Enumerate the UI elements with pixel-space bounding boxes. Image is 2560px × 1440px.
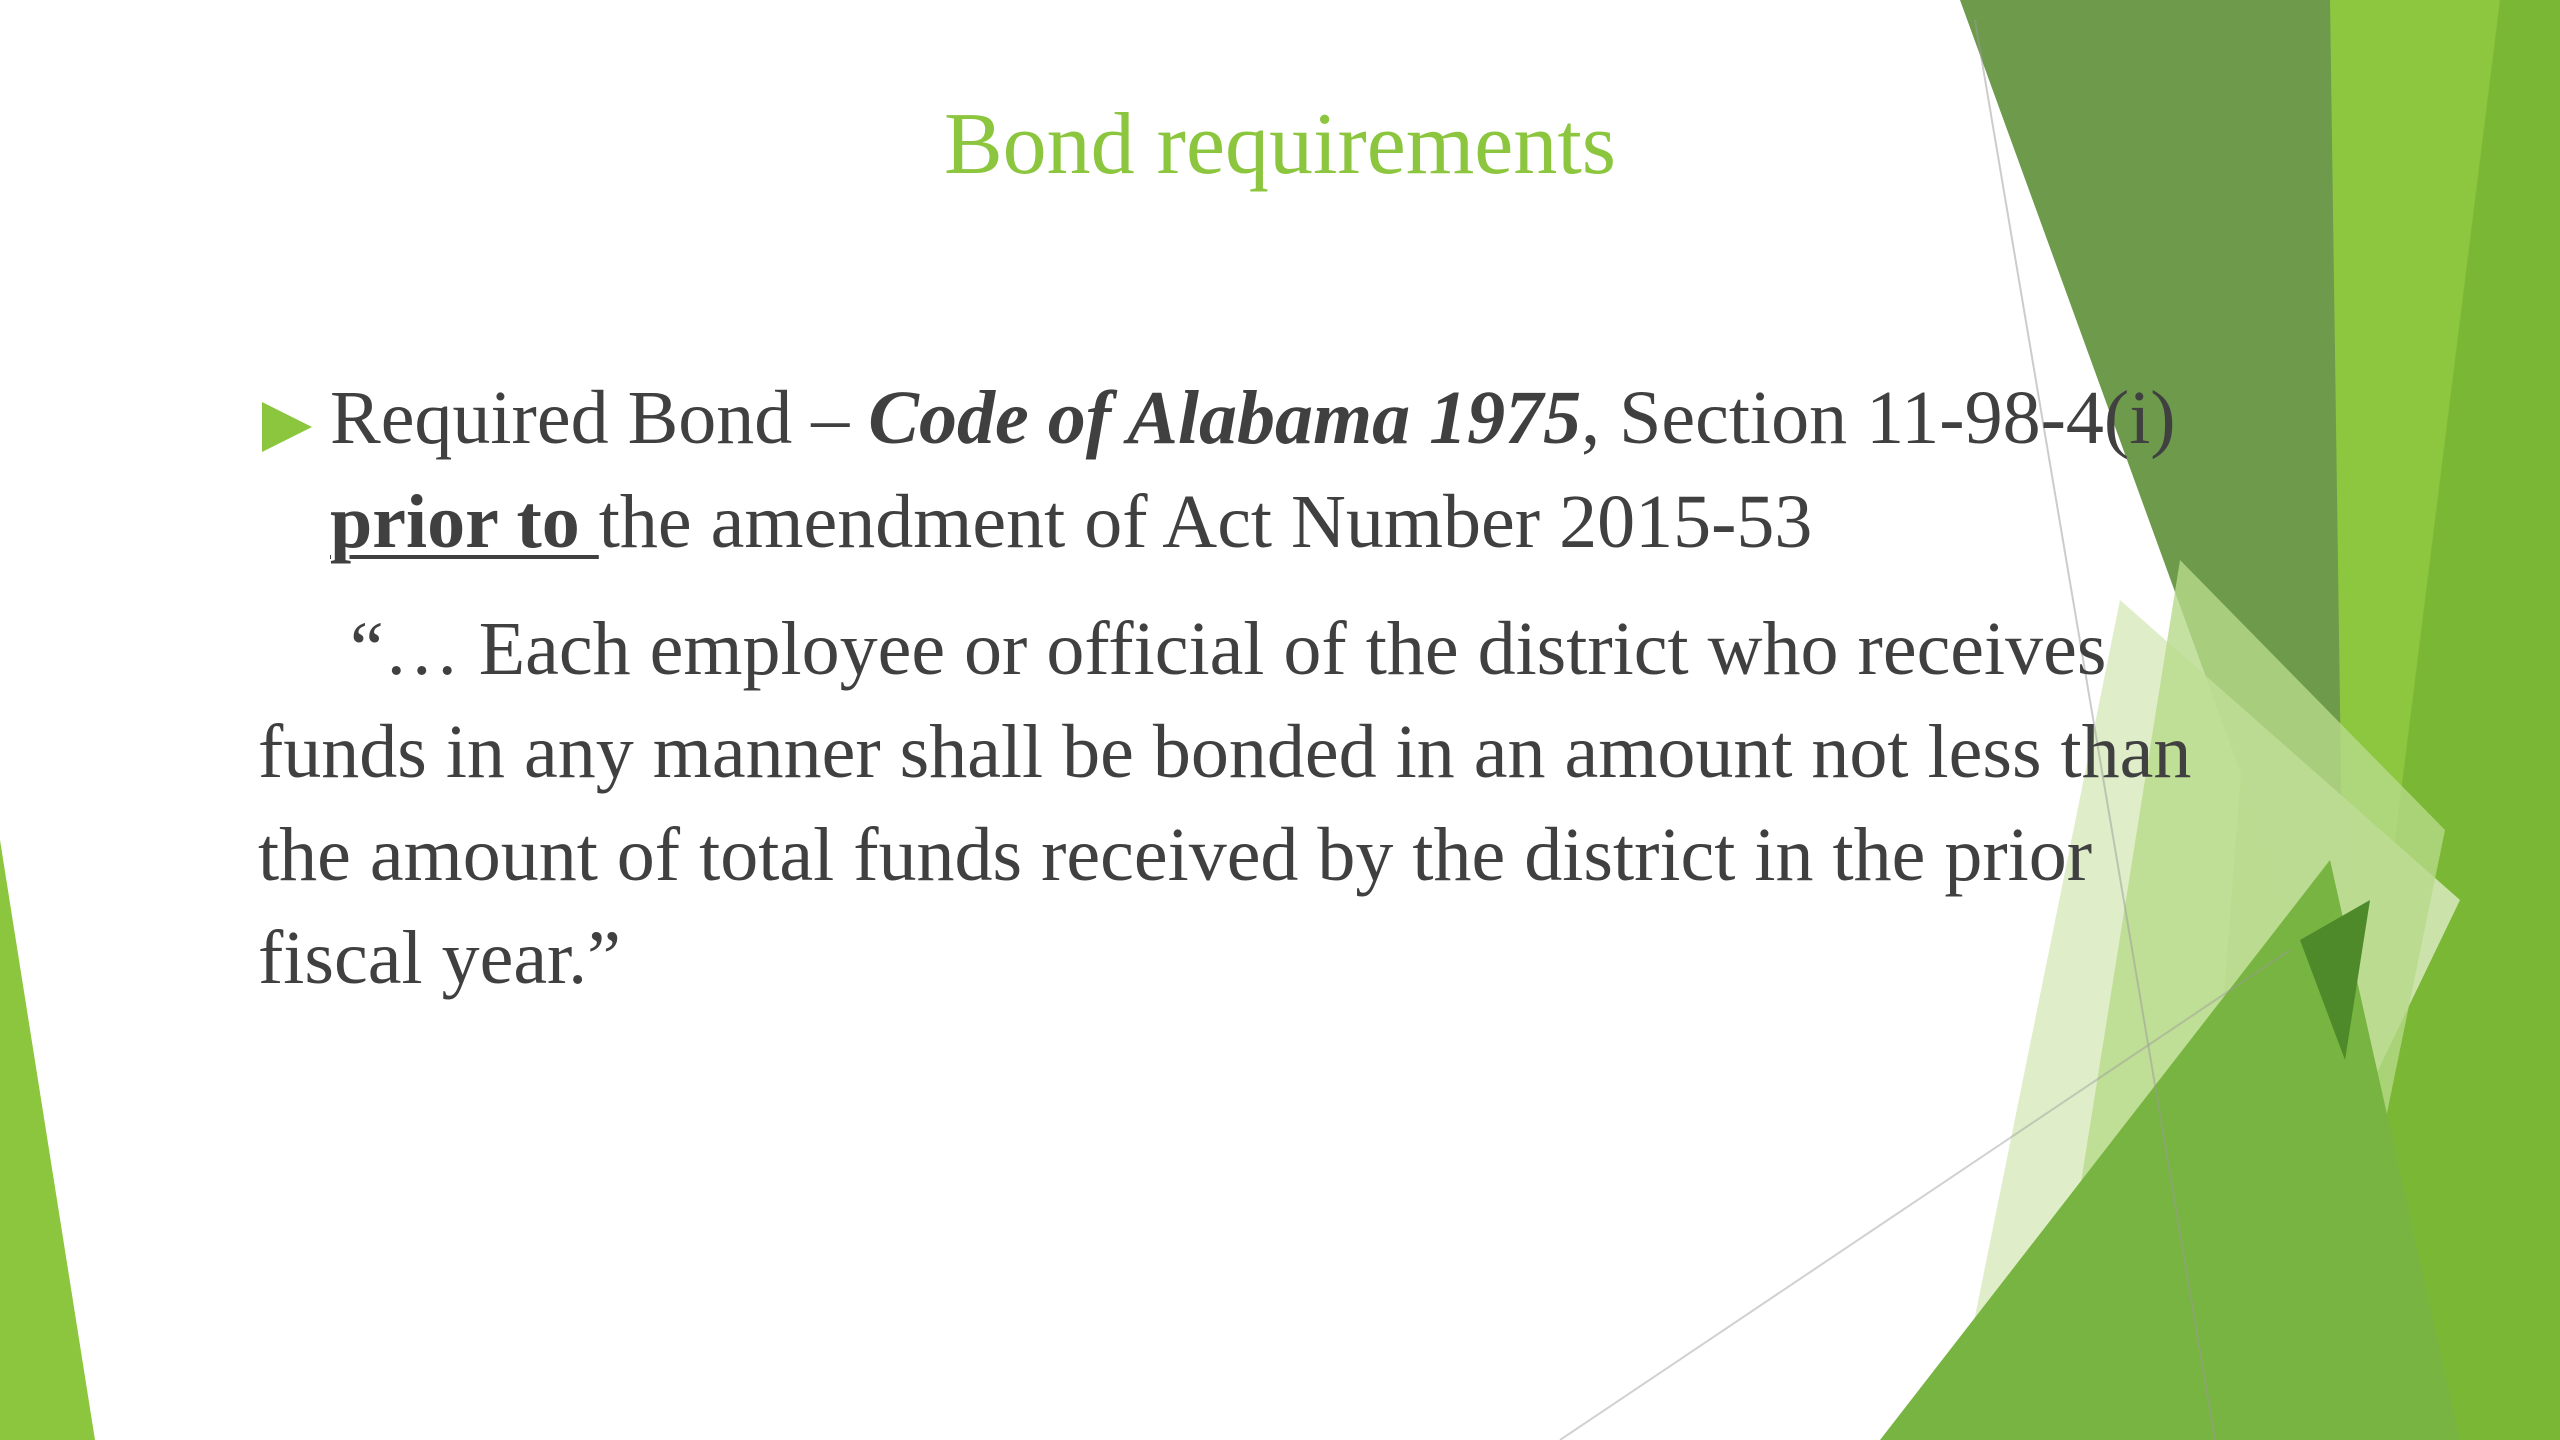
amendment-text: the amendment of Act Number 2015-53 [598, 480, 1813, 564]
slide-body [258, 366, 2298, 1010]
bullet-item [258, 366, 2298, 574]
bullet-prefix: Required Bond – [330, 376, 869, 460]
code-citation: Code of Alabama 1975 [868, 376, 1582, 460]
statute-quote: “… Each employee or official of the district who receives funds in any manner shall be bonded in an amount not less than the amount of total funds received by the district in the prior fiscal year.” [258, 607, 2192, 1000]
section-reference: , Section 11-98-4(i) [1581, 376, 2176, 460]
left-edge-shape [0, 840, 95, 1440]
prior-to-emphasis: prior to [330, 480, 599, 564]
triangle-bullet-icon [262, 402, 312, 452]
slide-title: Bond requirements [943, 96, 1617, 193]
